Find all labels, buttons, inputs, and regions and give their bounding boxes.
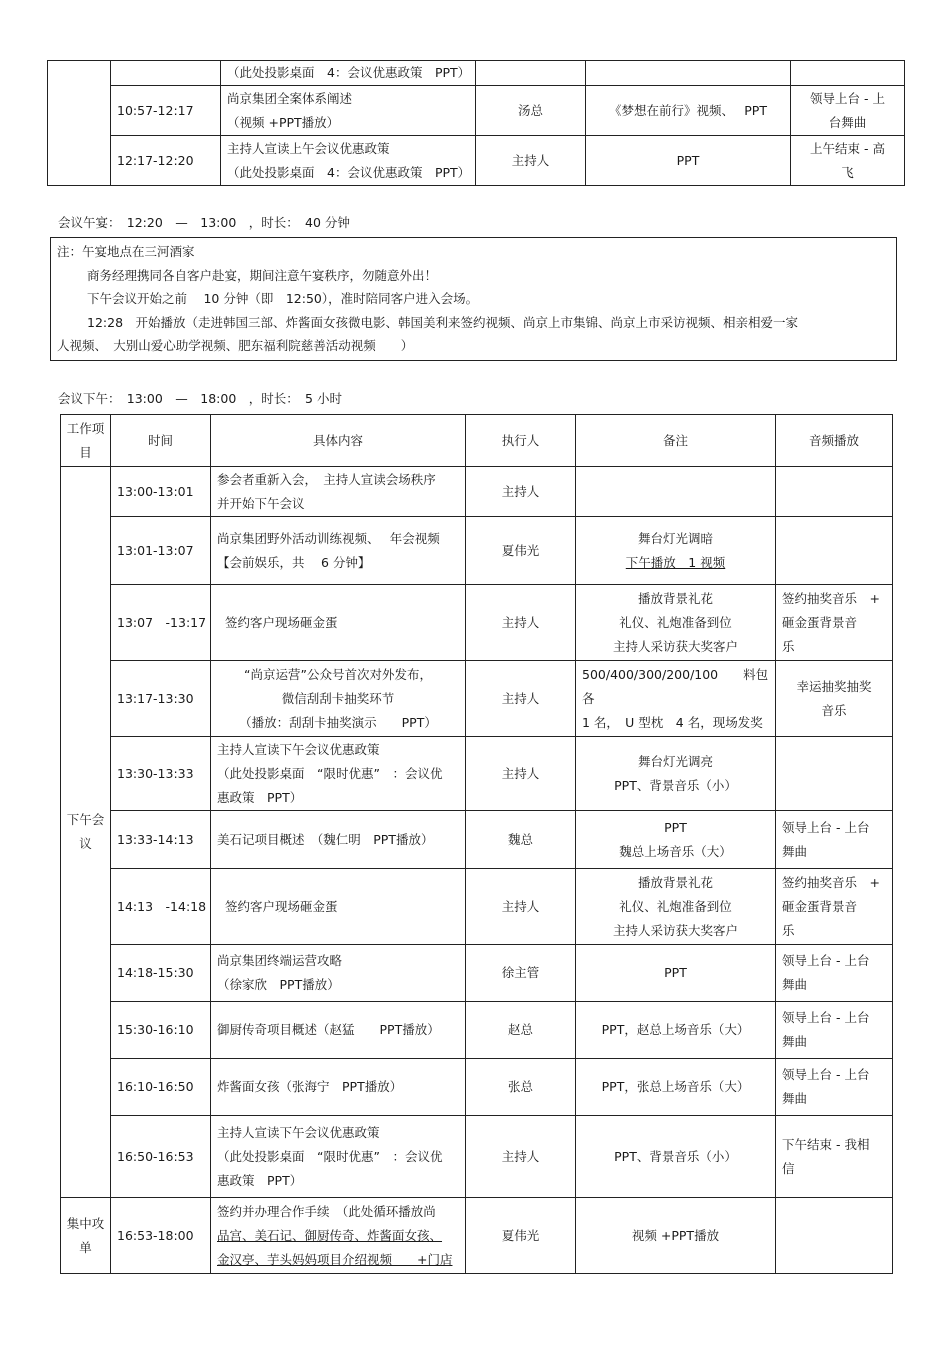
- note-cell: [576, 945, 776, 1002]
- content-line: 御厨传奇项目概述（赵猛 PPT播放）: [217, 1022, 440, 1037]
- content-line: 签约并办理合作手续 （此处循环播放尚: [217, 1203, 436, 1219]
- table-row: [48, 61, 905, 86]
- header-note: 备注: [576, 415, 776, 467]
- header-content: 具体内容: [211, 415, 466, 467]
- note-cell: 《梦想在前行》视频、 PPT: [586, 86, 791, 136]
- audio-line: 领导上台 - 上: [810, 90, 885, 106]
- note-line: PPT、背景音乐（小）: [614, 777, 737, 793]
- content-cell: [211, 1059, 466, 1116]
- note-line: 舞台灯光调暗: [637, 530, 713, 546]
- note-cell: [576, 1002, 776, 1059]
- table-row: [48, 136, 905, 186]
- note-line: 舞台灯光调亮: [637, 753, 713, 769]
- time-cell: 13:07 -13:17: [111, 585, 211, 661]
- audio-line: 签约抽奖音乐 +: [782, 590, 880, 606]
- content-line: 主持人宣读上午会议优惠政策: [227, 140, 390, 156]
- audio-line: 下午结束 - 我相: [782, 1136, 870, 1152]
- exec-cell: 主持人: [466, 661, 576, 737]
- content-line: 签约客户现场砸金蛋: [225, 898, 338, 914]
- content-line: 并开始下午会议: [217, 495, 305, 511]
- lunch-notes-box: [50, 237, 897, 361]
- table-row: [48, 86, 905, 136]
- note-line: PPT、背景音乐（小）: [614, 1148, 737, 1164]
- note-cell: [576, 1198, 776, 1274]
- note-line: PPT: [664, 965, 687, 980]
- audio-line: 舞曲: [782, 1091, 808, 1106]
- audio-cell: [776, 1059, 893, 1116]
- content-cell: [221, 61, 476, 86]
- content-line: 【会前娱乐，共 6 分钟】: [217, 554, 371, 570]
- note-line: PPT，赵总上场音乐（大）: [601, 1022, 750, 1037]
- note-line: 主持人采访获大奖客户: [612, 922, 738, 938]
- audio-line: 上午结束 - 高: [810, 140, 885, 156]
- audio-line: 舞曲: [782, 1034, 808, 1049]
- content-line: （徐家欣 PPT播放）: [217, 977, 340, 992]
- audio-cell: [776, 585, 893, 661]
- audio-line: 音乐: [821, 702, 847, 718]
- content-line: 主持人宣读下午会议优惠政策: [217, 741, 380, 757]
- section-closing-deals: 集中攻单: [61, 1198, 111, 1274]
- audio-line: 领导上台 - 上台: [782, 1067, 870, 1082]
- time-cell: 13:01-13:07: [111, 517, 211, 585]
- note-line: 下午播放 1 视频: [625, 554, 726, 570]
- table-row: [61, 661, 893, 737]
- work-item-cell: [48, 61, 111, 186]
- audio-cell: [791, 136, 905, 186]
- exec-cell: 赵总: [466, 1002, 576, 1059]
- content-cell: [211, 869, 466, 945]
- table-row: [61, 1116, 893, 1198]
- time-cell: 16:53-18:00: [111, 1198, 211, 1274]
- time-cell: 16:10-16:50: [111, 1059, 211, 1116]
- audio-line: 乐: [782, 922, 795, 938]
- content-line: 金汉亭、芋头妈妈项目介绍视频 +门店: [217, 1251, 453, 1267]
- header-work-item: 工作项目: [61, 415, 111, 467]
- note-cell: [576, 661, 776, 737]
- note-cell: [576, 585, 776, 661]
- content-cell: [211, 585, 466, 661]
- time-cell: 13:33-14:13: [111, 811, 211, 869]
- exec-cell: 张总: [466, 1059, 576, 1116]
- header-time: 时间: [111, 415, 211, 467]
- time-cell: 16:50-16:53: [111, 1116, 211, 1198]
- header-audio: 音频播放: [776, 415, 893, 467]
- audio-line: 幸运抽奖抽奖: [796, 678, 872, 694]
- content-line: 惠政策 PPT）: [217, 1172, 303, 1188]
- note-line: 礼仪、礼炮准备到位: [619, 614, 732, 630]
- note-line: PPT: [664, 819, 687, 835]
- note-line: 视频 +PPT播放: [631, 1227, 720, 1243]
- note-cell: [576, 1059, 776, 1116]
- content-cell: [211, 517, 466, 585]
- afternoon-schedule-table: [60, 414, 893, 1274]
- time-cell: 13:30-13:33: [111, 737, 211, 811]
- note-cell: PPT: [586, 136, 791, 186]
- note-line: 人视频、 大别山爱心助学视频、肥东福利院慈善活动视频 ）: [57, 338, 414, 353]
- lunch-summary: 会议午宴： 12:20 — 13:00 ，时长： 40 分钟: [58, 215, 350, 230]
- note-cell: [576, 869, 776, 945]
- time-cell: 15:30-16:10: [111, 1002, 211, 1059]
- content-cell: [211, 811, 466, 869]
- afternoon-summary: 会议下午： 13:00 — 18:00 ，时长： 5 小时: [58, 391, 342, 406]
- note-cell: [576, 811, 776, 869]
- audio-line: 乐: [782, 638, 795, 654]
- audio-cell: [791, 61, 905, 86]
- morning-schedule-table: [47, 60, 905, 186]
- table-row: [61, 1002, 893, 1059]
- content-line: （播放：刮刮卡抽奖演示 PPT）: [239, 714, 437, 730]
- time-cell: 14:13 -14:18: [111, 869, 211, 945]
- audio-cell: [776, 467, 893, 517]
- exec-cell: 主持人: [476, 136, 586, 186]
- audio-cell: [776, 1198, 893, 1274]
- exec-cell: 主持人: [466, 1116, 576, 1198]
- table-row: [61, 1198, 893, 1274]
- audio-line: 信: [782, 1160, 795, 1176]
- audio-line: 签约抽奖音乐 +: [782, 874, 880, 890]
- content-line: 微信刮刮卡抽奖环节: [281, 690, 395, 706]
- exec-cell: 主持人: [466, 737, 576, 811]
- exec-cell: 主持人: [466, 467, 576, 517]
- note-line: 魏总上场音乐（大）: [619, 843, 732, 859]
- note-cell: [576, 517, 776, 585]
- audio-line: 砸金蛋背景音: [782, 614, 858, 630]
- note-line: 注：午宴地点在三河酒家: [57, 244, 195, 259]
- content-line: “尚京运营”公众号首次对外发布，: [244, 666, 432, 682]
- audio-cell: [776, 811, 893, 869]
- table-row: [61, 517, 893, 585]
- note-line: 下午会议开始之前 10 分钟（即 12:50），准时陪同客户进入会场。: [87, 291, 479, 306]
- audio-line: 飞: [841, 164, 854, 180]
- content-line: 尚京集团终端运营攻略: [217, 953, 343, 968]
- content-line: 美石记项目概述 （魏仁明 PPT播放）: [217, 831, 434, 847]
- note-line: 播放背景礼花: [637, 874, 713, 890]
- table-row: [61, 811, 893, 869]
- exec-cell: 主持人: [466, 869, 576, 945]
- note-line: 12:28 开始播放（走进韩国三部、炸酱面女孩微电影、韩国美利来签约视频、尚京上市集锦、尚京上市采访视频、相亲相爱一家: [87, 314, 799, 330]
- content-line: （视频 +PPT播放）: [227, 114, 340, 130]
- content-line: 尚京集团野外活动训练视频、 年会视频: [217, 530, 440, 546]
- audio-line: 舞曲: [782, 977, 808, 992]
- content-cell: [211, 737, 466, 811]
- content-cell: [211, 661, 466, 737]
- content-cell: [211, 1198, 466, 1274]
- note-line: 播放背景礼花: [637, 590, 713, 606]
- table-row: [61, 869, 893, 945]
- content-cell: [221, 136, 476, 186]
- table-row: [61, 585, 893, 661]
- note-line: 礼仪、礼炮准备到位: [619, 898, 732, 914]
- note-cell: [576, 467, 776, 517]
- content-line: 参会者重新入会， 主持人宣读会场秩序: [217, 471, 436, 487]
- content-line: 主持人宣读下午会议优惠政策: [217, 1124, 380, 1140]
- audio-cell: [776, 517, 893, 585]
- exec-cell: 汤总: [476, 86, 586, 136]
- table-header-row: [61, 415, 893, 467]
- audio-cell: [776, 1002, 893, 1059]
- content-line: 签约客户现场砸金蛋: [225, 614, 338, 630]
- audio-line: 舞曲: [782, 843, 808, 859]
- exec-cell: 魏总: [466, 811, 576, 869]
- exec-cell: [476, 61, 586, 86]
- exec-cell: 夏伟光: [466, 517, 576, 585]
- note-cell: [586, 61, 791, 86]
- note-line: PPT，张总上场音乐（大）: [601, 1079, 750, 1094]
- time-cell: 10:57-12:17: [111, 86, 221, 136]
- exec-cell: 徐主管: [466, 945, 576, 1002]
- note-line: 1 名， U 型枕 4 名，现场发奖: [582, 714, 763, 730]
- audio-cell: [791, 86, 905, 136]
- audio-cell: [776, 1116, 893, 1198]
- audio-cell: [776, 945, 893, 1002]
- content-cell: [211, 945, 466, 1002]
- content-cell: [211, 1002, 466, 1059]
- time-cell: 14:18-15:30: [111, 945, 211, 1002]
- audio-cell: [776, 737, 893, 811]
- header-exec: 执行人: [466, 415, 576, 467]
- content-line: 炸酱面女孩（张海宁 PPT播放）: [217, 1079, 403, 1094]
- exec-cell: 主持人: [466, 585, 576, 661]
- audio-cell: [776, 661, 893, 737]
- content-line: （此处投影桌面 “限时优惠” ：会议优: [217, 1148, 443, 1164]
- section-afternoon-meeting: 下午会议: [61, 467, 111, 1198]
- table-row: [61, 737, 893, 811]
- audio-line: 砸金蛋背景音: [782, 898, 858, 914]
- note-cell: [576, 1116, 776, 1198]
- table-row: [61, 1059, 893, 1116]
- audio-cell: [776, 869, 893, 945]
- note-line: 500/400/300/200/100 料包各: [582, 666, 769, 706]
- content-line: 尚京集团全案体系阐述: [227, 90, 353, 106]
- audio-line: 领导上台 - 上台: [782, 819, 870, 835]
- note-line: 主持人采访获大奖客户: [612, 638, 738, 654]
- exec-cell: 夏伟光: [466, 1198, 576, 1274]
- content-cell: [221, 86, 476, 136]
- content-line: 惠政策 PPT）: [217, 789, 303, 805]
- table-row: [61, 467, 893, 517]
- time-cell: 13:00-13:01: [111, 467, 211, 517]
- content-cell: [211, 467, 466, 517]
- note-line: 商务经理携同各自客户赴宴，期间注意午宴秩序，勿随意外出！: [87, 267, 438, 283]
- time-cell: [111, 61, 221, 86]
- audio-line: 领导上台 - 上台: [782, 953, 870, 968]
- time-cell: 13:17-13:30: [111, 661, 211, 737]
- content-line: 品宫、美石记、御厨传奇、炸酱面女孩、: [217, 1227, 443, 1243]
- note-cell: [576, 737, 776, 811]
- time-cell: 12:17-12:20: [111, 136, 221, 186]
- content-cell: [211, 1116, 466, 1198]
- content-line: （此处投影桌面 4：会议优惠政策 PPT）: [227, 65, 471, 80]
- audio-line: 领导上台 - 上台: [782, 1010, 870, 1025]
- table-row: [61, 945, 893, 1002]
- content-line: （此处投影桌面 4：会议优惠政策 PPT）: [227, 164, 471, 180]
- audio-line: 台舞曲: [828, 114, 867, 130]
- content-line: （此处投影桌面 “限时优惠” ：会议优: [217, 765, 443, 781]
